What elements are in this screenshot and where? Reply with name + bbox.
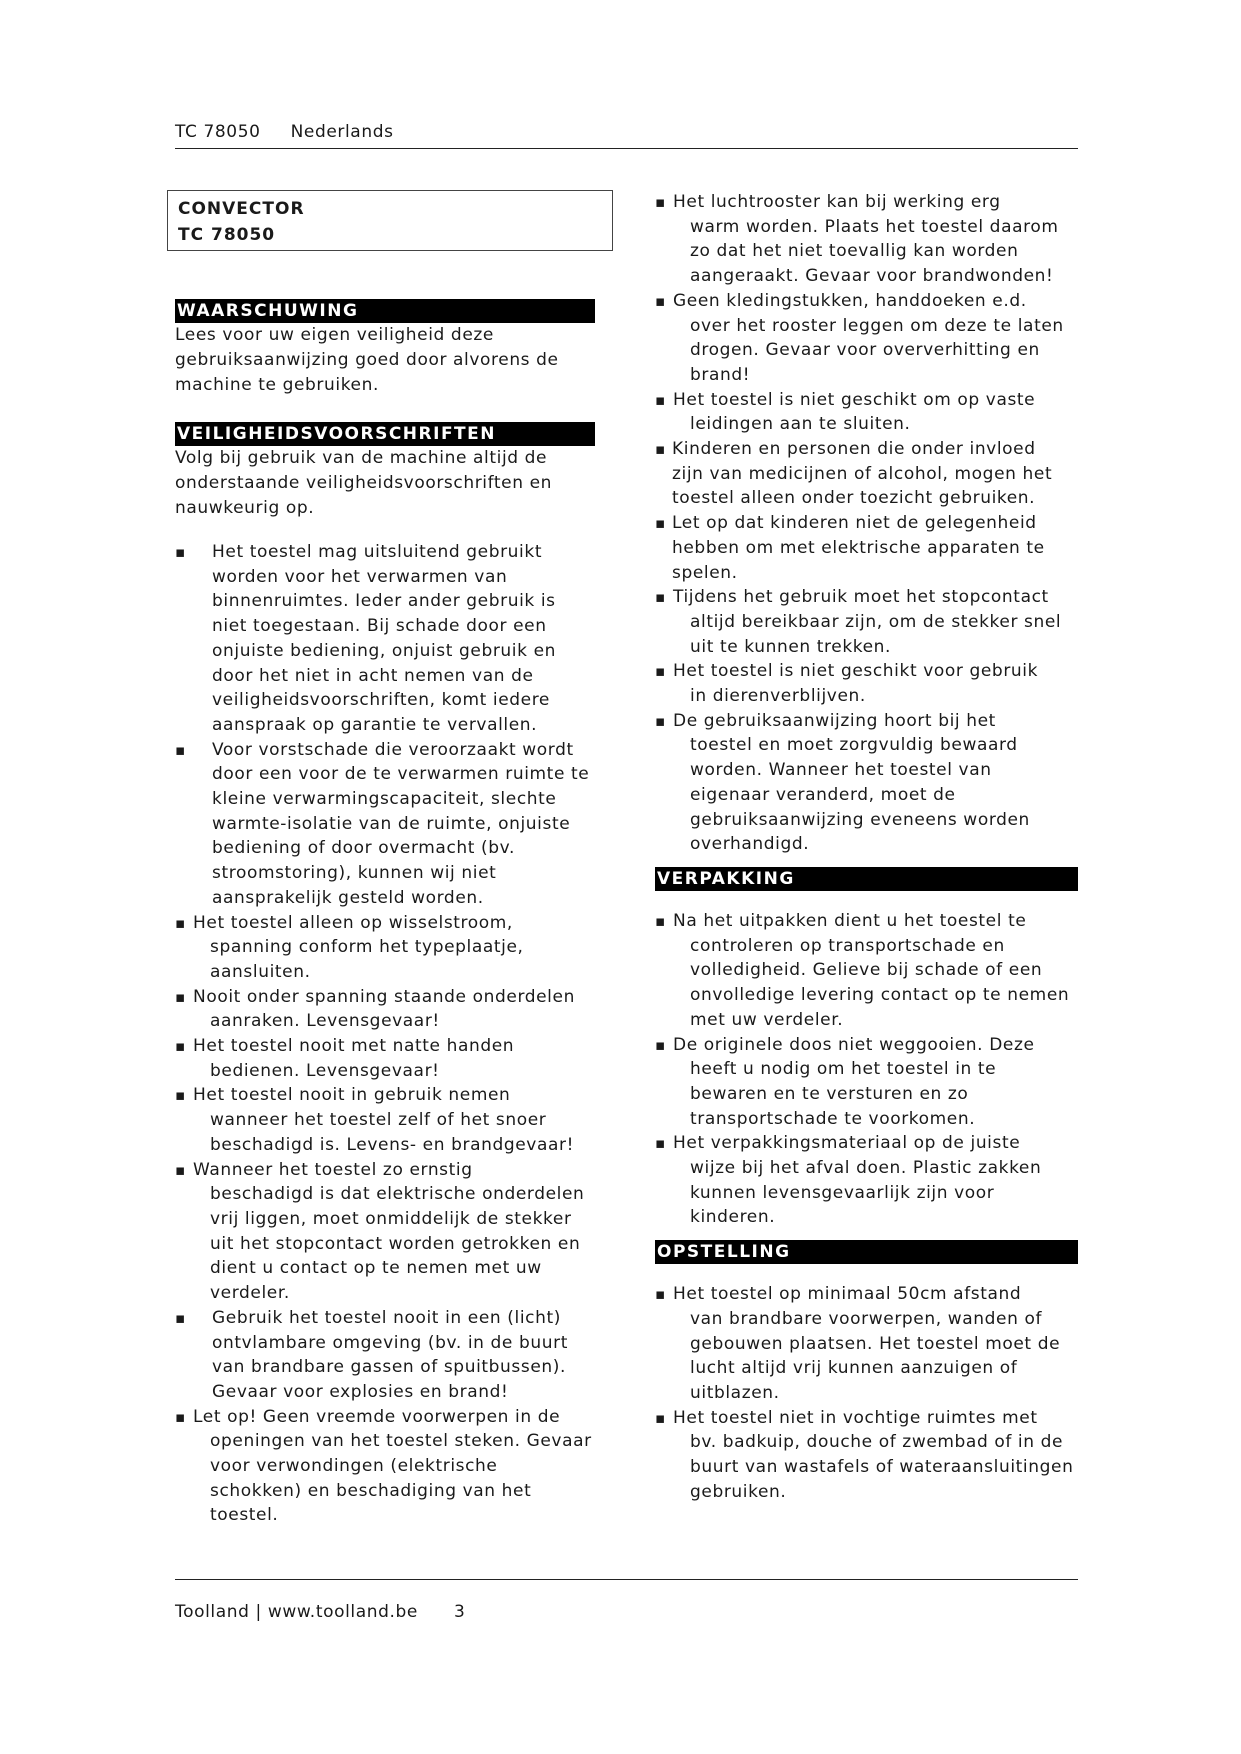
list-item: ▪ Het toestel nooit in gebruik nemen wanneer het toestel zelf of het snoer beschadigd is. Levens- en brandgevaar! (175, 1083, 615, 1157)
setup-heading: OPSTELLING (655, 1240, 1078, 1264)
safety-intro: Volg bij gebruik van de machine altijd de onderstaande veiligheidsvoorschriften en nauwkeurig op. (175, 448, 553, 518)
packaging-heading: VERPAKKING (655, 867, 1078, 891)
list-item: ▪ Het toestel op minimaal 50cm afstand van brandbare voorwerpen, wanden of gebouwen plaatsen. Het toestel moet de lucht altijd vrij kunnen aanzuigen of uitblazen. (655, 1282, 1080, 1406)
document-title-box (167, 190, 613, 251)
safety-list-e (655, 190, 1080, 437)
warning-text: Lees voor uw eigen veiligheid deze gebruiksaanwijzing goed door alvorens de machine te gebruiken. (175, 325, 559, 395)
list-item: ▪ Het toestel alleen op wisselstroom, spanning conform het typeplaatje, aansluiten. (175, 911, 615, 985)
footer-brand: Toolland | www.toolland.be (175, 1602, 418, 1622)
left-column (175, 190, 615, 1528)
list-item: ▪ Het toestel mag uitsluitend gebruikt worden voor het verwarmen van binnenruimtes. Ieder ander gebruik is niet toegestaan. Bij schade door een onjuiste bediening, onjuist gebruik en door het niet in acht nemen van de veiligheidsvoorschriften, komt iedere aanspraak op garantie te vervallen. (175, 540, 615, 738)
page-header (175, 122, 1078, 149)
list-item: ▪ Tijdens het gebruik moet het stopcontact altijd bereikbaar zijn, om de stekker snel uit te kunnen trekken. (655, 585, 1080, 659)
list-item: ▪ Het toestel niet in vochtige ruimtes met bv. badkuip, douche of zwembad of in de buurt van wastafels of wateraansluitingen gebruiken. (655, 1406, 1080, 1505)
list-item: ▪ Het luchtrooster kan bij werking erg warm worden. Plaats het toestel daarom zo dat het niet toevallig kan worden aangeraakt. Gevaar voor brandwonden! (655, 190, 1080, 289)
safety-list-b (175, 911, 615, 1306)
list-item: ▪ Het toestel is niet geschikt voor gebruik in dierenverblijven. (655, 659, 1080, 708)
list-item: ▪ De gebruiksaanwijzing hoort bij het toestel en moet zorgvuldig bewaard worden. Wanneer het toestel van eigenaar veranderd, moet de gebruiksaanwijzing eveneens worden overhandigd. (655, 709, 1080, 857)
list-item: ▪ Voor vorstschade die veroorzaakt wordt door een voor de te verwarmen ruimte te kleine verwarmingscapaciteit, slechte warmte-isolatie van de ruimte, onjuiste bediening of door overmacht (bv. stroomstoring), kunnen wij niet aansprakelijk gesteld worden. (175, 738, 615, 911)
setup-list (655, 1282, 1080, 1504)
list-item: ▪ Het verpakkingsmateriaal op de juiste wijze bij het afval doen. Plastic zakken kunnen levensgevaarlijk zijn voor kinderen. (655, 1131, 1080, 1230)
title-line-2: TC 78050 (178, 225, 276, 245)
safety-list-c (175, 1306, 615, 1405)
list-item: ▪ De originele doos niet weggooien. Deze heeft u nodig om het toestel in te bewaren en te versturen en zo transportschade te voorkomen. (655, 1033, 1080, 1132)
safety-list-f (655, 437, 1080, 585)
list-item: ▪ Gebruik het toestel nooit in een (licht) ontvlambare omgeving (bv. in de buurt van brandbare gassen of spuitbussen). Gevaar voor explosies en brand! (175, 1306, 615, 1405)
safety-heading: VEILIGHEIDSVOORSCHRIFTEN (175, 422, 595, 446)
list-item: ▪ Let op dat kinderen niet de gelegenheid hebben om met elektrische apparaten te spelen. (655, 511, 1080, 585)
warning-heading: WAARSCHUWING (175, 299, 595, 323)
safety-list-g (655, 585, 1080, 857)
safety-list-d (175, 1405, 615, 1529)
header-language: Nederlands (290, 122, 394, 142)
list-item: ▪ Het toestel nooit met natte handen bedienen. Levensgevaar! (175, 1034, 615, 1083)
list-item: ▪ Let op! Geen vreemde voorwerpen in de openingen van het toestel steken. Gevaar voor verwondingen (elektrische schokken) en beschadiging van het toestel. (175, 1405, 615, 1529)
list-item: ▪ Kinderen en personen die onder invloed zijn van medicijnen of alcohol, mogen het toestel alleen onder toezicht gebruiken. (655, 437, 1080, 511)
list-item: ▪ Geen kledingstukken, handdoeken e.d. over het rooster leggen om deze te laten drogen. Gevaar voor oververhitting en brand! (655, 289, 1080, 388)
header-model: TC 78050 (175, 122, 261, 142)
page-footer (175, 1579, 1078, 1622)
list-item: ▪ Het toestel is niet geschikt om op vaste leidingen aan te sluiten. (655, 388, 1080, 437)
list-item: ▪ Na het uitpakken dient u het toestel te controleren op transportschade en volledigheid. Gelieve bij schade of een onvolledige levering contact op te nemen met uw verdeler. (655, 909, 1080, 1033)
title-line-1: CONVECTOR (178, 199, 305, 219)
right-column (655, 190, 1080, 1504)
page-number: 3 (453, 1602, 466, 1622)
list-item: ▪ Wanneer het toestel zo ernstig beschadigd is dat elektrische onderdelen vrij liggen, moet onmiddelijk de stekker uit het stopcontact worden getrokken en dient u contact op te nemen met uw verdeler. (175, 1158, 615, 1306)
safety-list-a (175, 540, 615, 911)
packaging-list (655, 909, 1080, 1230)
list-item: ▪ Nooit onder spanning staande onderdelen aanraken. Levensgevaar! (175, 985, 615, 1034)
